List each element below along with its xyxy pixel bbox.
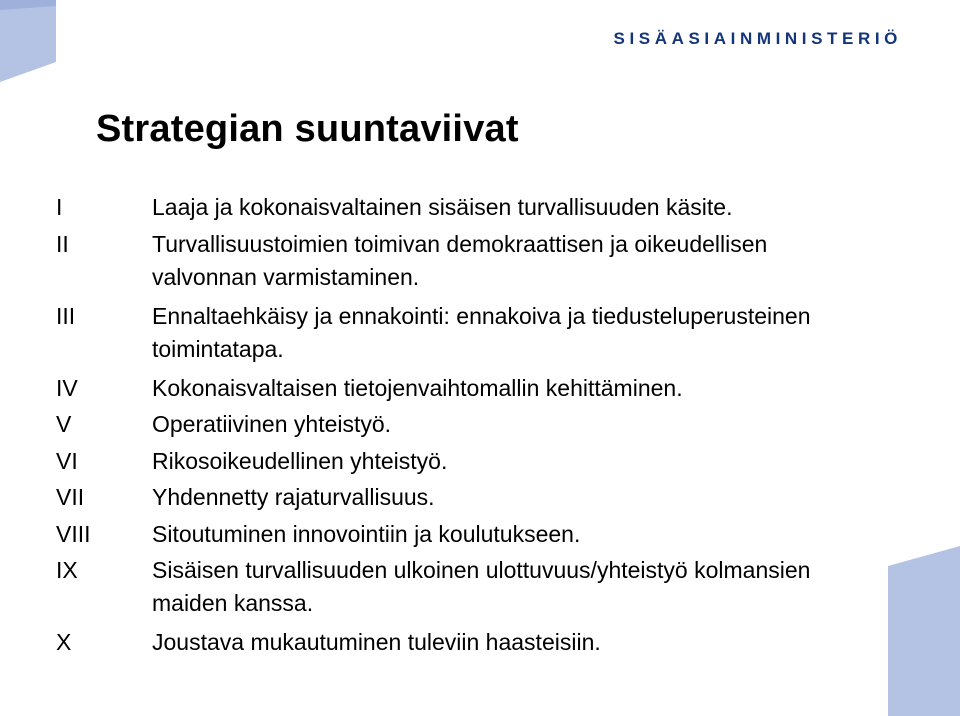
list-item <box>56 554 876 626</box>
item-number: V <box>56 411 72 437</box>
corner-decoration-bottom-right <box>888 546 960 716</box>
list-item <box>56 481 876 518</box>
item-number: X <box>56 629 72 655</box>
item-text: Sisäisen turvallisuuden ulkoinen ulottuvuus/yhteistyö kolmansien maiden kanssa. <box>152 557 811 616</box>
item-number: I <box>56 194 63 220</box>
item-text: Kokonaisvaltaisen tietojenvaihtomallin kehittäminen. <box>152 374 683 401</box>
item-text: Yhdennetty rajaturvallisuus. <box>152 484 435 510</box>
list-item <box>56 191 876 228</box>
item-text: Joustava mukautuminen tuleviin haasteisiin. <box>152 629 601 655</box>
list-item <box>56 408 876 445</box>
page-title: Strategian suuntaviivat <box>96 108 519 150</box>
list-item <box>56 228 876 300</box>
item-number: VI <box>56 447 78 474</box>
item-number: III <box>56 302 76 329</box>
list-item <box>56 372 876 409</box>
list-item <box>56 300 876 372</box>
item-number: VIII <box>56 520 91 547</box>
item-text: Turvallisuustoimien toimivan demokraattisen ja oikeudellisen valvonnan varmistaminen. <box>152 230 768 290</box>
corner-decoration-top-left <box>0 0 56 82</box>
item-text: Rikosoikeudellinen yhteistyö. <box>152 447 448 474</box>
item-number: IV <box>56 374 78 401</box>
item-text: Operatiivinen yhteistyö. <box>152 411 392 437</box>
item-number: II <box>56 230 69 257</box>
strategy-list <box>56 191 876 663</box>
item-text: Laaja ja kokonaisvaltainen sisäisen turvallisuuden käsite. <box>152 194 733 220</box>
item-text: Sitoutuminen innovointiin ja koulutukseen. <box>152 520 581 547</box>
ministry-logo-text: SISÄASIAINMINISTERIÖ <box>613 29 902 48</box>
item-number: VII <box>56 484 85 510</box>
item-text: Ennaltaehkäisy ja ennakointi: ennakoiva ja tiedusteluperusteinen toimintatapa. <box>152 302 811 362</box>
list-item <box>56 518 876 555</box>
list-item <box>56 445 876 482</box>
item-number: IX <box>56 557 78 583</box>
list-item <box>56 626 876 663</box>
